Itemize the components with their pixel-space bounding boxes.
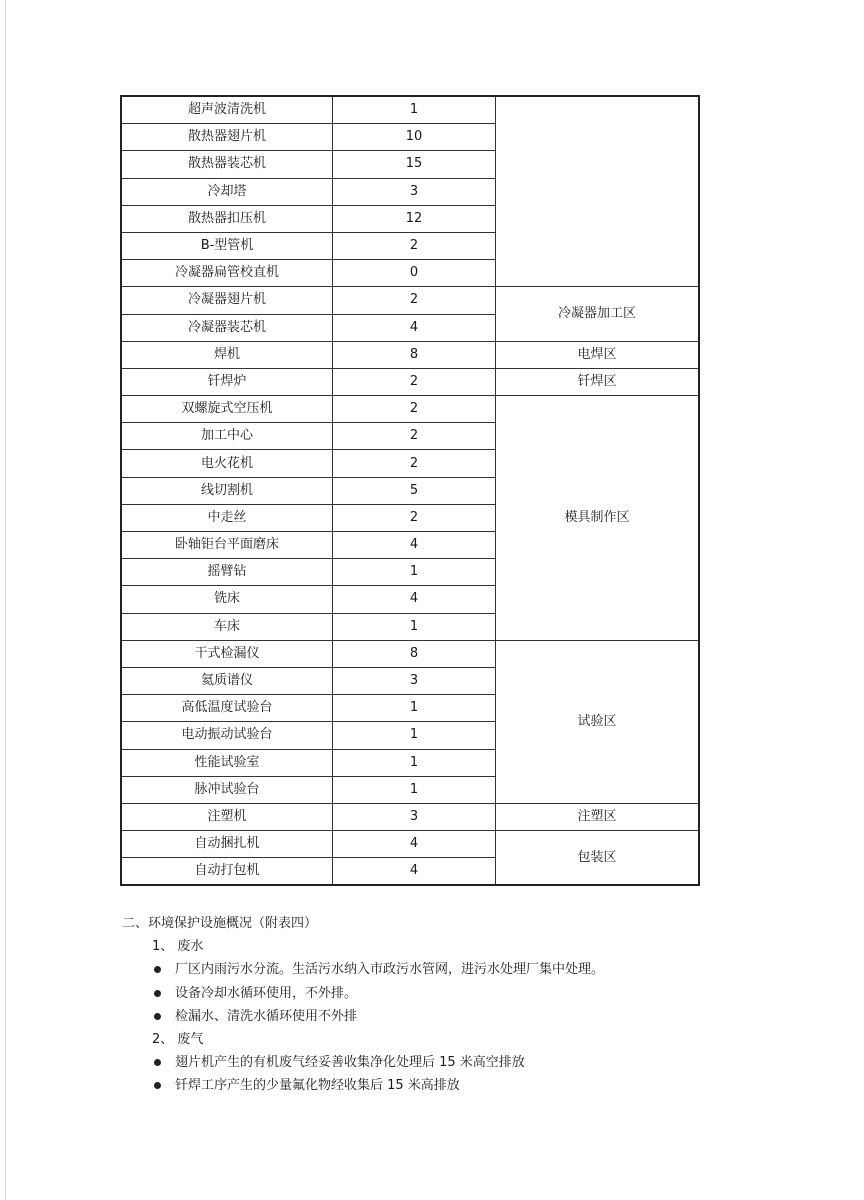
list-item-text: 厂区内雨污水分流。生活污水纳入市政污水管网，进污水处理厂集中处理。	[175, 962, 605, 977]
equipment-name: 注塑机	[121, 803, 333, 830]
table-row	[121, 96, 699, 124]
equipment-qty: 8	[333, 341, 496, 368]
equipment-name: B-型管机	[121, 232, 333, 259]
equipment-name: 脉冲试验台	[121, 776, 333, 803]
area-cell-packing: 包装区	[496, 831, 700, 886]
equipment-qty: 2	[333, 368, 496, 395]
bullet-icon	[154, 1082, 161, 1089]
equipment-qty: 3	[333, 178, 496, 205]
table-row	[121, 803, 699, 830]
table-row	[121, 341, 699, 368]
list-item-text: 翅片机产生的有机废气经妥善收集净化处理后 15 米高空排放	[175, 1055, 525, 1070]
equipment-name: 散热器翅片机	[121, 124, 333, 151]
list-item	[154, 982, 357, 1001]
equipment-qty: 0	[333, 260, 496, 287]
bullet-icon	[154, 1059, 161, 1066]
area-cell-test: 试验区	[496, 640, 700, 803]
table-row	[121, 287, 699, 314]
equipment-name: 线切割机	[121, 477, 333, 504]
equipment-qty: 12	[333, 205, 496, 232]
equipment-name: 冷凝器装芯机	[121, 314, 333, 341]
area-cell-injection: 注塑区	[496, 803, 700, 830]
equipment-name: 卧轴钜台平面磨床	[121, 532, 333, 559]
equipment-name: 冷凝器翅片机	[121, 287, 333, 314]
list-item	[154, 1051, 525, 1070]
equipment-qty: 15	[333, 151, 496, 178]
equipment-qty: 2	[333, 450, 496, 477]
equipment-qty: 2	[333, 423, 496, 450]
list-item-text: 钎焊工序产生的少量氟化物经收集后 15 米高排放	[175, 1078, 460, 1093]
equipment-qty: 4	[333, 532, 496, 559]
equipment-name: 性能试验室	[121, 749, 333, 776]
bullet-icon	[154, 1013, 161, 1020]
bullet-icon	[154, 990, 161, 997]
table-row	[121, 831, 699, 858]
table-row	[121, 368, 699, 395]
equipment-qty: 2	[333, 396, 496, 423]
equipment-name: 自动打包机	[121, 858, 333, 886]
area-cell-mold: 模具制作区	[496, 396, 700, 641]
equipment-name: 干式检漏仪	[121, 640, 333, 667]
equipment-qty: 4	[333, 831, 496, 858]
area-cell-brazing: 钎焊区	[496, 368, 700, 395]
bullet-icon	[154, 966, 161, 973]
section-heading: 二、环境保护设施概况（附表四）	[122, 916, 318, 931]
equipment-name: 氦质谱仪	[121, 667, 333, 694]
equipment-qty: 1	[333, 559, 496, 586]
equipment-qty: 4	[333, 586, 496, 613]
equipment-table-container	[120, 95, 700, 886]
list-item	[154, 958, 604, 977]
list-item-text: 检漏水、清洗水循环使用不外排	[175, 1009, 358, 1024]
list-item-text: 设备冷却水循环使用，不外排。	[175, 986, 358, 1001]
equipment-qty: 2	[333, 232, 496, 259]
equipment-name: 铣床	[121, 586, 333, 613]
equipment-name: 摇臂钻	[121, 559, 333, 586]
equipment-qty: 1	[333, 749, 496, 776]
equipment-table	[120, 95, 700, 886]
water-subheading: 1、 废水	[152, 939, 204, 954]
equipment-qty: 3	[333, 803, 496, 830]
equipment-name: 中走丝	[121, 504, 333, 531]
area-cell-welding: 电焊区	[496, 341, 700, 368]
equipment-name: 散热器装芯机	[121, 151, 333, 178]
equipment-qty: 2	[333, 504, 496, 531]
equipment-qty: 10	[333, 124, 496, 151]
equipment-name: 散热器扣压机	[121, 205, 333, 232]
area-cell-blank	[496, 96, 700, 287]
equipment-qty: 1	[333, 695, 496, 722]
equipment-name: 双螺旋式空压机	[121, 396, 333, 423]
list-item	[154, 1005, 357, 1024]
equipment-name: 电动振动试验台	[121, 722, 333, 749]
equipment-name: 自动捆扎机	[121, 831, 333, 858]
equipment-name: 冷凝器扁管校直机	[121, 260, 333, 287]
equipment-name: 高低温度试验台	[121, 695, 333, 722]
equipment-qty: 8	[333, 640, 496, 667]
equipment-qty: 2	[333, 287, 496, 314]
table-row	[121, 640, 699, 667]
equipment-qty: 4	[333, 858, 496, 886]
table-row	[121, 396, 699, 423]
equipment-qty: 1	[333, 613, 496, 640]
equipment-name: 车床	[121, 613, 333, 640]
equipment-name: 冷却塔	[121, 178, 333, 205]
equipment-name: 焊机	[121, 341, 333, 368]
area-cell-condenser: 冷凝器加工区	[496, 287, 700, 341]
list-item	[154, 1074, 460, 1093]
gas-subheading: 2、 废气	[152, 1032, 204, 1047]
equipment-qty: 1	[333, 96, 496, 124]
equipment-qty: 1	[333, 776, 496, 803]
scan-margin-line	[5, 0, 6, 1200]
equipment-qty: 4	[333, 314, 496, 341]
equipment-qty: 3	[333, 667, 496, 694]
equipment-name: 加工中心	[121, 423, 333, 450]
equipment-name: 钎焊炉	[121, 368, 333, 395]
equipment-name: 超声波清洗机	[121, 96, 333, 124]
equipment-name: 电火花机	[121, 450, 333, 477]
equipment-qty: 1	[333, 722, 496, 749]
equipment-qty: 5	[333, 477, 496, 504]
